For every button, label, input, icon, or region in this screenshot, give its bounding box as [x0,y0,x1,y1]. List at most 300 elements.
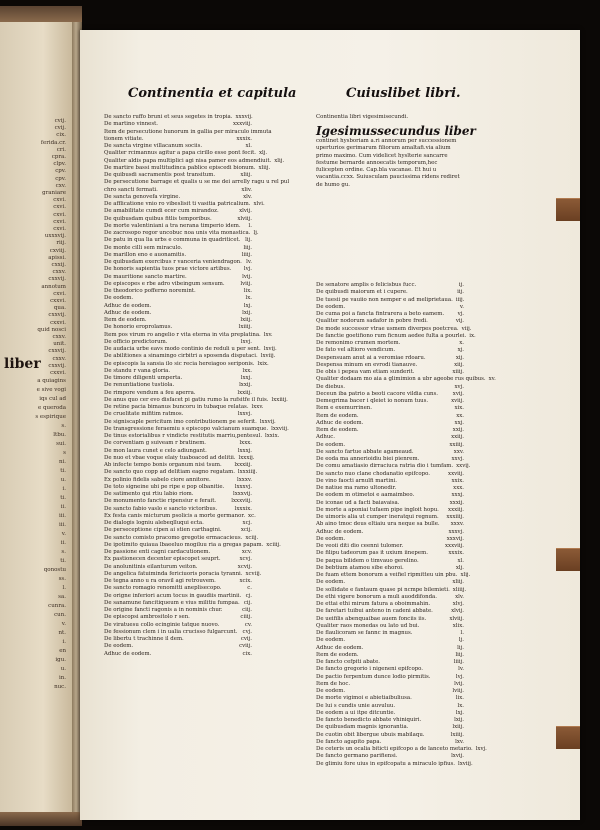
chapter-number: xvj. [454,383,464,390]
list-item [316,521,464,528]
chapter-number: lviij. [240,280,252,287]
left-page-fragment: ferida.cr. [40,139,66,146]
left-page-fragment: a quiagins [37,378,66,384]
list-item [104,194,252,201]
left-page-fragment: ii. [60,504,66,510]
chapter-title: De mon laura cunet e celo adiungant. [104,447,207,454]
chapter-number: xlij. [460,572,471,578]
list-item [104,368,252,375]
left-page-fragment: i. [62,486,66,492]
list-item [316,536,464,543]
list-item [104,288,252,295]
chapter-title: De cuma poi a fancta fintrarera a beto eamem. [316,311,445,317]
list-item [104,556,252,563]
chapter-number: l. [460,630,464,636]
list-item [316,442,464,449]
right-page [80,30,580,820]
list-item [104,310,252,317]
chapter-number: lix. [455,695,464,702]
list-item [316,579,464,586]
chapter-title: De corventiam g suiveam r bratinem. [104,440,207,447]
left-page-fragment: cxxvij. [48,362,66,369]
list-item [104,382,252,389]
chapter-number: lxvij. [451,753,464,760]
chapter-number: xliij. [240,172,252,178]
chapter-number: lxj. [455,709,464,716]
chapter-number: lxij. [454,717,464,723]
left-page-fragment: iii. [58,513,66,519]
list-item [316,710,464,717]
list-item [104,512,256,520]
list-item [316,507,464,514]
list-item [104,353,276,360]
chapter-title: Item de persecutione hunorum in gallia per miraculo immuta [104,128,272,135]
chapter-title: De sancto fabio vaslo e sancto victoribus. [104,505,218,512]
chapter-number: lxxj. [240,375,252,381]
chapter-title: De martire bassi multitudinca pablice episcedi bionum. [104,164,256,171]
list-item [316,297,464,304]
list-item [316,688,464,695]
chapter-title: De anus quo cer evo disfacet pi gatiu rumo la rufsitfe il fuis. [104,396,269,403]
list-item [316,427,464,434]
chapter-number: cvj. [242,628,252,635]
list-item [104,593,252,600]
left-page-fragment: e sive vogi [36,387,66,393]
list-item [316,753,464,760]
chapter-number: xiij. [454,361,464,368]
chapter-number: cviij. [239,643,252,650]
chapter-number: ciiij. [240,614,252,621]
chapter-number: lxv. [455,738,464,745]
chapter-number: iiij. [455,296,465,303]
chapter-title: De eodem. [316,535,346,542]
list-item [104,128,272,136]
chapter-number: l. [248,222,252,229]
chapter-title: De sancta genovefa virgine. [104,193,181,200]
left-page-fragment: nt. [58,630,66,636]
list-item [316,760,473,768]
chapter-title: De senatore amplis o felicisbus fucc. [316,282,417,288]
chapter-number: cvij. [240,636,252,642]
list-item [316,282,464,289]
list-item [104,281,252,288]
book-intro: continet hysboriam a.ri annorum per successionem uperturios gerimarum filiorum amaltafi.via alium primo maximo. Cum videlicet hyslterie sancarre festume bernarde annoecatis temporum,hec fulicepten ordine. Cap.bla vacanae. Et hui u vacantia.ccxx. Suiusculam paucissima ridens rediret de humo gu. [316,138,460,188]
chapter-title: De episcopes e rbe adro vibeingum sensum. [104,280,225,287]
chapter-title: De cruelitate mifitim ratmos. [104,411,184,418]
list-item [316,325,472,333]
chapter-title: Item de eodem. [316,427,359,433]
chapter-title: Ab aino tmoc deus eltiaiu ura neque sa bulle. [316,521,440,528]
list-item [316,485,464,492]
running-head-left: Continentia et capitula [128,86,297,101]
list-item [104,643,252,650]
chapter-title: Adhuc. [316,434,336,441]
list-item [104,164,271,172]
list-item [316,514,464,521]
chapter-title: Deceun iba patrio a beoti cacore vildia cuns. [316,390,439,397]
left-page-fragment: en [59,648,66,654]
list-item [316,558,464,565]
left-page-fragment: ti. [60,468,66,474]
list-item [104,237,252,244]
chapter-number: liiij. [241,251,252,258]
chapter-number: xxxij. [449,499,464,506]
chapter-title: De tinus estorialibus r vindicte restitutis marriu,pentesul. [104,433,263,439]
chapter-title: De dialogis logniu alebeqlluqui ecta. [104,520,204,526]
list-item [316,652,464,659]
chapter-number: xl. [245,143,252,149]
chapter-number: xxj. [454,419,464,426]
chapter-number: lxxij. [239,382,252,389]
chapter-number: lxxviij. [271,425,289,432]
chapter-number: vj. [457,311,464,317]
chapter-number: xliv. [241,186,252,193]
list-item [104,157,285,165]
list-item [316,289,464,296]
chapter-number: xlvj. [452,601,464,607]
chapter-title: De faretari tuibui anteno in cadeni abbate. [316,608,433,615]
chapter-title: Qualiter rcimannus agitur a papa cirillo esse pont fecit. [104,150,256,157]
chapter-title: De fancto agapito papa. [316,738,382,745]
chapter-number: lxj. [243,302,252,309]
left-page-fragment: u. [60,666,66,672]
list-item [104,469,258,476]
chapter-number: xcvj. [239,556,252,563]
list-item [104,534,259,542]
list-item [316,304,464,311]
left-page-fragment: v. [61,621,66,627]
chapter-number: vij. [455,318,464,325]
list-item [316,362,464,369]
left-page-fragment: in. [58,675,66,681]
chapter-title: De episcopsi ambrositolo r sen. [104,614,190,621]
chapter-number [289,179,292,186]
chapter-title: De toto signeine ubi pe ripe e pop olbanitie. [104,483,225,490]
chapter-title: De ettai ethi mirum fatura a oboimmahin. [316,601,431,607]
chapter-number: xxxviij. [445,543,464,549]
list-item [316,376,496,383]
chapter-list-right [316,282,496,768]
left-page-fragment: cxvi. [53,290,66,297]
chapter-number: xlj. [455,564,464,571]
list-item [316,347,464,354]
chapter-number: lxx. [242,367,252,374]
chapter-number: lxiij. [452,724,464,731]
chapter-title: De fuam ettem bonorum a veifiel ripmitteu uin pbu. [316,572,458,578]
list-item [316,681,464,688]
chapter-number: xxv. [453,448,464,455]
chapter-number: xxxj. [451,492,464,499]
left-page-fragment: unit. [53,341,66,348]
list-item [104,418,276,426]
chapter-title: De sancto ruffo bruni et seus segetes in tropia. [104,114,233,120]
list-item [104,179,290,186]
chapter-title: Item de eodem. [104,317,147,323]
chapter-title: De standu r vana gloria. [104,367,171,374]
chapter-number: xlv. [243,193,252,200]
chapter-title: De eodem. [316,303,346,310]
list-item [316,405,464,412]
chapter-number: lxviij. [458,760,473,767]
chapter-title: De marillon eno e auonamitis. [104,251,187,258]
left-page-fragment: sa. [58,594,66,600]
chapter-title: De sanamune fancitiqueum e vius militiu fumpaa. [104,599,240,606]
left-page-fragment: s. [61,549,66,555]
list-item [104,187,252,194]
chapter-number: xxxvij. [235,114,253,120]
chapter-number: lxxv. [251,404,264,410]
left-page-fragment: cxxvi. [50,319,66,326]
list-item [316,463,471,470]
list-item [316,355,464,362]
chapter-number: xxxvj. [448,528,464,535]
chapter-title: De fanctie goetifiono rum ficnum aedee fulta a pourlei. [316,332,467,339]
chapter-title: Qualiter raos monedas ou lato ud bui. [316,622,420,629]
left-page-fragment: clpv. [53,161,66,168]
chapter-number: lxvij. [263,346,277,352]
chapter-title: De renuntiatione tustiola. [104,382,175,389]
chapter-title: De quibusdam exercibus r vanceria veniendragon. [104,259,242,265]
chapter-number: ij. [458,282,464,288]
left-page-fragment: u. [60,477,66,483]
chapter-title: De lui s cundis unie auvuluu. [316,702,396,709]
list-item [316,659,464,666]
left-page-fragment: ltbu. [53,432,66,438]
chapter-title: De eodem. [316,637,346,644]
chapter-number: lviij. [452,688,464,694]
list-item [104,274,252,281]
chapter-number: lxxvij. [259,418,276,425]
list-item [104,448,252,455]
chapter-number: xxxiij. [448,506,464,513]
chapter-title: Adhuc de eodem. [316,644,364,651]
chapter-title: Adhuc de eodem. [104,309,152,316]
list-item [316,492,464,499]
list-item [104,498,252,505]
list-item [316,608,464,615]
left-page-fragment: apissi. [48,254,66,261]
chapter-number: xvij. [452,390,464,397]
left-page-fragment: ti. [60,495,66,501]
chapter-number: xxiij. [451,434,464,441]
list-item [316,398,464,405]
chapter-number: liij. [243,244,252,251]
list-item [104,245,252,252]
chapter-title: De persecutione barrage et qualis u se me dei arrelly ragu u rel pul [104,179,290,186]
chapter-number: lxxxviij. [231,498,252,505]
left-page-fragment: l. [62,585,66,591]
list-item [316,384,464,391]
chapter-number: xciij. [245,534,259,541]
chapter-number: xlix. [452,622,464,629]
chapter-number: lxxx. [239,440,252,447]
chapter-title: De remonimo crumen mortem. [316,340,401,346]
list-item [104,636,252,643]
list-item [104,600,252,607]
chapter-number: lxxiij. [237,389,252,396]
chapter-number: lxxix. [265,433,280,439]
left-page-fragment: cxxvi. [50,370,66,376]
chapter-title: De passione enti cagni cardacutionem. [104,549,211,555]
chapter-number: lx. [245,295,252,302]
chapter-title: Adhuc de eodem. [104,302,152,309]
book-subtitle: Continentia libri vigesimisecundi. [316,114,409,120]
chapter-title: Ex pastionecen decenter episcopet seuprt. [104,556,221,563]
chapter-number: xlvij. [239,208,252,215]
chapter-title: Qualiter nodorum sadafor in pobre fredi. [316,318,428,325]
chapter-number: xxxiiij. [446,514,464,520]
list-item [104,454,255,462]
list-item [316,449,464,456]
chapter-title: De paqua bilidem o timvauo gerelino. [316,557,419,564]
list-item [316,623,464,630]
list-item [104,651,252,658]
list-item [316,471,464,478]
chapter-title: De patu in qua lia urbs e communa in quadriticet. [104,237,241,244]
chapter-number: lxxxiij. [234,462,252,468]
chapter-number: lvij. [454,680,464,687]
chapter-title: De mauritione sancto martire. [104,273,187,280]
left-page-fragment: ti. [60,558,66,564]
chapter-number: xcvij. [237,563,252,570]
chapter-title: De veoii diti dio ceenni tulomer. [316,543,404,549]
chapter-number: iij. [457,289,464,296]
left-page-fragment: cxvi. [53,197,66,204]
list-item [104,303,252,310]
chapter-number: lxxiiij. [271,396,288,403]
left-page-fragment: graniare [42,190,66,196]
chapter-title: De honoris sapientia tuos prae victore artibus. [104,266,232,273]
chapter-number: lj. [458,637,464,644]
list-item [104,259,252,266]
chapter-title: De quibusdi sacramentis post transitum. [104,172,216,178]
chapter-title: Ex festa canis micturum psolicis a morte germanor. [104,512,246,519]
left-page-fragment: v. [61,531,66,537]
binding-strap-top [556,198,580,221]
left-page-fragment: ni. [58,459,66,465]
chapter-title: De natiue ma ramo ultonedir. [316,485,397,491]
chapter-number: xxvj. [451,456,464,462]
chapter-number: xxxix. [448,550,464,557]
left-page-fragment: qonostu [43,567,66,573]
left-page-fragment: cxxvi. [50,298,66,304]
list-item [104,570,262,578]
chapter-title: De uimoris alia ut cumper ineratqui regnum. [316,514,439,520]
chapter-number: lj. [253,230,259,236]
chapter-title: De fancto cefpiti abate. [316,659,380,665]
list-item [104,484,252,491]
list-item [104,136,252,143]
list-item [316,340,464,347]
chapter-title: De fato vel altioro vendicum. [316,347,396,354]
chapter-number: lvj. [243,266,252,273]
list-item [104,549,252,556]
left-page-fragment: s. [61,423,66,429]
list-item [316,616,464,623]
chapter-title: Item de eodem. [316,651,359,658]
chapter-number: xcj. [242,520,252,526]
chapter-title: De sancta virgine villacanum sociis. [104,143,203,149]
chapter-number: xxviij. [448,470,464,477]
list-item [316,586,467,594]
left-page-fragment: ss. [58,576,66,582]
chapter-number: lxiiij. [450,731,464,738]
list-item [104,317,252,324]
left-page-fragment: cxv. [55,182,66,189]
chapter-number: xxx. [453,485,464,491]
list-item [104,614,252,621]
list-item [316,413,464,420]
left-page-fragment: qua. [53,305,66,312]
chapter-title: De eodem. [316,579,346,586]
chapter-number: lxxxix. [234,505,252,512]
chapter-number: lxxvj. [237,411,252,418]
list-item [104,339,252,346]
list-item [104,208,252,215]
list-item [316,724,464,731]
chapter-title: De fancto gregorio i nigeneni epifcopo. [316,666,424,673]
chapter-number: xlv. [455,593,464,600]
list-item [104,477,252,484]
chapter-title: De monte cilli sem miraculo. [104,244,183,251]
chapter-number: xcij. [240,527,252,534]
left-page-fragment: cxvi. [53,204,66,211]
chapter-title: De quibusdi maiorum et i cupere. [316,289,408,296]
chapter-title: De eodem a ui itpe ditcuntie. [316,709,396,716]
list-item [316,739,464,746]
chapter-number: lxvj. [475,746,487,752]
chapter-number: lxvj. [240,338,252,345]
list-item [316,478,464,485]
left-page-fragment: cri. [56,146,66,153]
chapter-number: cj. [245,592,252,599]
left-facing-page [0,22,72,812]
chapter-number: xxxvij. [446,535,464,542]
left-page-fragment: cvij. [54,125,66,132]
chapter-number: xv. [488,376,496,383]
chapter-title: De quibusdam quibus fitlis temporibus. [104,215,212,222]
list-item [104,114,252,121]
chapter-title: Item pos virum ro angelio r vita eterna in vita preplatina. [104,331,261,338]
list-item [104,375,252,382]
chapter-title: De fancto germano parifiensi. [316,753,398,760]
list-item [104,585,252,592]
list-item [316,732,464,739]
chapter-title: De cuotin obit libergue ubuis mabilaqu. [316,731,425,738]
chapter-number: lix. [243,288,252,294]
chapter-title: Despensuam anut ai a veromiae rdoaru. [316,354,426,361]
list-item [104,331,273,339]
chapter-title: Adhuc de eodem. [104,650,152,657]
chapter-title: De libertu t trachinne il dem. [104,636,184,642]
list-item [104,425,289,433]
left-page-fragment: s [63,450,66,456]
chapter-title: De angelica fatuiminda fericiuoris poracia tyranni. [104,570,243,577]
chapter-title: De tegna anno u ra oravil agi retrouvem. [104,578,216,584]
chapter-number: lxij. [242,309,252,316]
list-item [316,695,464,702]
list-item [316,565,464,572]
list-item [104,527,252,534]
chapter-title: De honorio eroprolamus. [104,324,173,331]
left-page-fragment: cxxvij. [48,348,66,355]
list-item [316,717,464,724]
list-item [104,578,252,585]
chapter-number: x. [459,340,464,346]
left-page-fragment: cpv. [55,168,66,175]
list-item [316,703,464,710]
chapter-number: lxix. [257,360,269,367]
